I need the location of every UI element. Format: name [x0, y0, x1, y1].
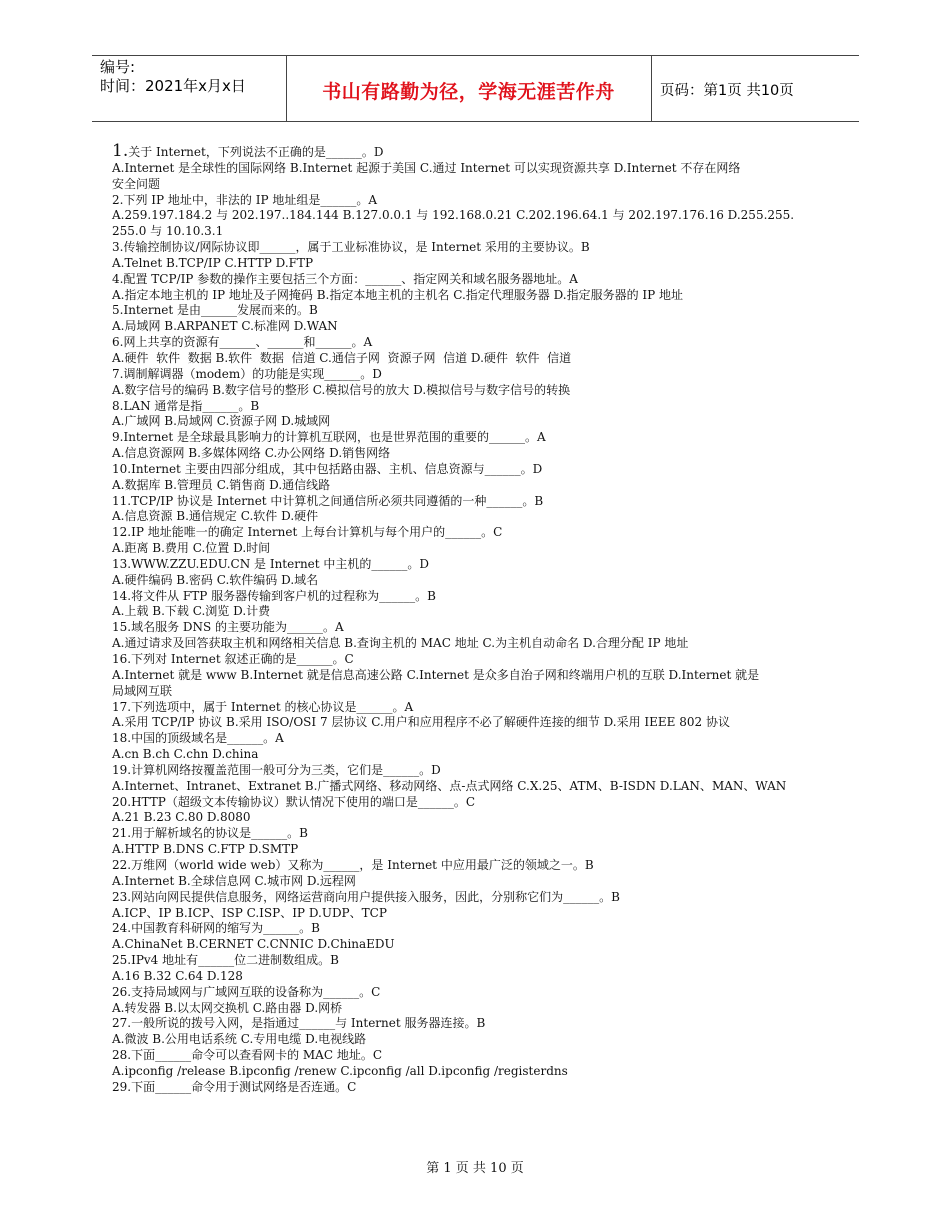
- text-line: 17.下列选项中，属于 Internet 的核心协议是______。A: [112, 699, 414, 714]
- header-bottom-rule: [92, 121, 859, 122]
- text-line: 18.中国的顶级域名是______。A: [112, 731, 284, 746]
- question-list: [112, 141, 847, 1096]
- text-line: A.微波 B.公用电话系统 C.专用电缆 D.电视线路: [112, 1032, 367, 1047]
- text-line: 12.IP 地址能唯一的确定 Internet 上每台计算机与每个用户的______。C: [112, 525, 503, 540]
- text-line: 2.下列 IP 地址中，非法的 IP 地址组是______。A: [112, 192, 378, 207]
- text-line: 5.Internet 是由______发展而来的。B: [112, 303, 318, 318]
- page-footer: [0, 1157, 950, 1176]
- text-line: 11.TCP/IP 协议是 Internet 中计算机之间通信所必须共同遵循的一种______。B: [112, 493, 544, 508]
- text-line: A.21 B.23 C.80 D.8080: [112, 810, 251, 825]
- text-line: A.指定本地主机的 IP 地址及子网掩码 B.指定本地主机的主机名 C.指定代理服务器 D.指定服务器的 IP 地址: [112, 287, 684, 302]
- text-line: 7.调制解调器（modem）的功能是实现______。D: [112, 366, 382, 381]
- header-divider-right: [651, 55, 652, 121]
- text-line: A.Internet、Intranet、Extranet B.广播式网络、移动网络、点-点式网络 C.X.25、ATM、B-ISDN D.LAN、MAN、WAN: [112, 778, 787, 793]
- text-line: 6.网上共享的资源有______、______和______。A: [112, 335, 373, 350]
- header-top-rule: [92, 55, 859, 56]
- text-line: 15.域名服务 DNS 的主要功能为______。A: [112, 620, 344, 635]
- text-line: 25.IPv4 地址有______位二进制数组成。B: [112, 953, 339, 968]
- text-line: 16.下列对 Internet 叙述正确的是______。C: [112, 652, 354, 666]
- text-line: A.信息资源网 B.多媒体网络 C.办公网络 D.销售网络: [112, 446, 391, 461]
- text-line: A.Internet B.全球信息网 C.城市网 D.远程网: [112, 873, 356, 888]
- text-line: 安全问题: [112, 176, 161, 191]
- text-line: A.ChinaNet B.CERNET C.CNNIC D.ChinaEDU: [112, 937, 395, 952]
- text-line: A.上载 B.下载 C.浏览 D.计费: [112, 604, 271, 619]
- text-line: 22.万维网（world wide web）又称为______，是 Internet 中应用最广泛的领域之一。B: [112, 857, 594, 872]
- text-line: A.硬件编码 B.密码 C.软件编码 D.域名: [112, 572, 319, 587]
- header-left-cell: [100, 58, 246, 96]
- text-line: A.采用 TCP/IP 协议 B.采用 ISO/OSI 7 层协议 C.用户和应用程序不必了解硬件连接的细节 D.采用 IEEE 802 协议: [112, 715, 730, 730]
- text-line: 20.HTTP（超级文本传输协议）默认情况下使用的端口是______。C: [112, 794, 476, 809]
- text-line: 23.网站向网民提供信息服务，网络运营商向用户提供接入服务，因此，分别称它们为______。B: [112, 889, 620, 904]
- text-line: A.通过请求及回答获取主机和网络相关信息 B.查询主机的 MAC 地址 C.为主机自动命名 D.合理分配 IP 地址: [112, 636, 689, 651]
- text-line: 9.Internet 是全球最具影响力的计算机互联网，也是世界范围的重要的______。A: [112, 430, 546, 445]
- text-line: A.Internet 就是 www B.Internet 就是信息高速公路 C.Internet 是众多自治子网和终端用户机的互联 D.Internet 就是: [112, 667, 760, 682]
- text-line: 14.将文件从 FTP 服务器传输到客户机的过程称为______。B: [112, 588, 436, 603]
- number-label: 编号:: [100, 58, 136, 76]
- text-line: 3.传输控制协议/网际协议即______，属于工业标准协议，是 Internet 采用的主要协议。B: [112, 240, 590, 255]
- text-line: 10.Internet 主要由四部分组成，其中包括路由器、主机、信息资源与______。D: [112, 461, 543, 476]
- text-line: A.ipconfig /release B.ipconfig /renew C.ipconfig /all D.ipconfig /registerdns: [112, 1063, 568, 1078]
- text-line: A.16 B.32 C.64 D.128: [112, 968, 243, 983]
- text-line: 1.关于 Internet，下列说法不正确的是______。D: [112, 141, 384, 161]
- header-motto: 书山有路勤为径，学海无涯苦作舟: [322, 81, 615, 103]
- text-line: A.ICP、IP B.ICP、ISP C.ISP、IP D.UDP、TCP: [112, 905, 387, 920]
- text-line: 21.用于解析域名的协议是______。B: [112, 826, 308, 841]
- text-line: A.Telnet B.TCP/IP C.HTTP D.FTP: [112, 255, 314, 270]
- text-line: 局域网互联: [112, 683, 173, 698]
- text-line: A.距离 B.费用 C.位置 D.时间: [112, 541, 271, 556]
- text-line: A.259.197.184.2 与 202.197..184.144 B.127.0.0.1 与 192.168.0.21 C.202.196.64.1 与 202.197.176.16 D.255.255.: [112, 208, 795, 223]
- text-line: 13.WWW.ZZU.EDU.CN 是 Internet 中主机的______。D: [112, 556, 430, 571]
- text-line: A.信息资源 B.通信规定 C.软件 D.硬件: [112, 509, 319, 524]
- text-line: A.硬件 软件 数据 B.软件 数据 信道 C.通信子网 资源子网 信道 D.硬件 软件 信道: [112, 350, 572, 365]
- footer-page-number: 第 1 页 共 10 页: [426, 1161, 524, 1176]
- text-line: 26.支持局域网与广域网互联的设备称为______。C: [112, 984, 381, 999]
- text-line: 27.一般所说的拨号入网，是指通过______与 Internet 服务器连接。B: [112, 1016, 486, 1031]
- text-line: A.数字信号的编码 B.数字信号的整形 C.模拟信号的放大 D.模拟信号与数字信号的转换: [112, 382, 571, 397]
- text-line: A.局域网 B.ARPANET C.标准网 D.WAN: [112, 319, 338, 334]
- time-label: 时间：2021年x月x日: [100, 77, 246, 95]
- text-line: 4.配置 TCP/IP 参数的操作主要包括三个方面：______、指定网关和域名服务器地址。A: [112, 271, 578, 286]
- text-line: 24.中国教育科研网的缩写为______。B: [112, 921, 320, 936]
- text-line: A.HTTP B.DNS C.FTP D.SMTP: [112, 842, 299, 857]
- text-line: 28.下面______命令可以查看网卡的 MAC 地址。C: [112, 1048, 383, 1063]
- text-line: 8.LAN 通常是指______。B: [112, 398, 260, 413]
- text-line: 29.下面______命令用于测试网络是否连通。C: [112, 1079, 357, 1094]
- header-page-info: 页码：第1页 共10页: [660, 83, 794, 99]
- text-line: A.Internet 是全球性的国际网络 B.Internet 起源于美国 C.通过 Internet 可以实现资源共享 D.Internet 不存在网络: [112, 160, 741, 175]
- text-line: A.转发器 B.以太网交换机 C.路由器 D.网桥: [112, 1000, 343, 1015]
- text-line: A.数据库 B.管理员 C.销售商 D.通信线路: [112, 477, 331, 492]
- text-line: 19.计算机网络按覆盖范围一般可分为三类，它们是______。D: [112, 762, 441, 777]
- text-line: A.cn B.ch C.chn D.china: [112, 747, 259, 762]
- text-line: 255.0 与 10.10.3.1: [112, 224, 224, 239]
- text-line: A.广域网 B.局域网 C.资源子网 D.城域网: [112, 414, 331, 429]
